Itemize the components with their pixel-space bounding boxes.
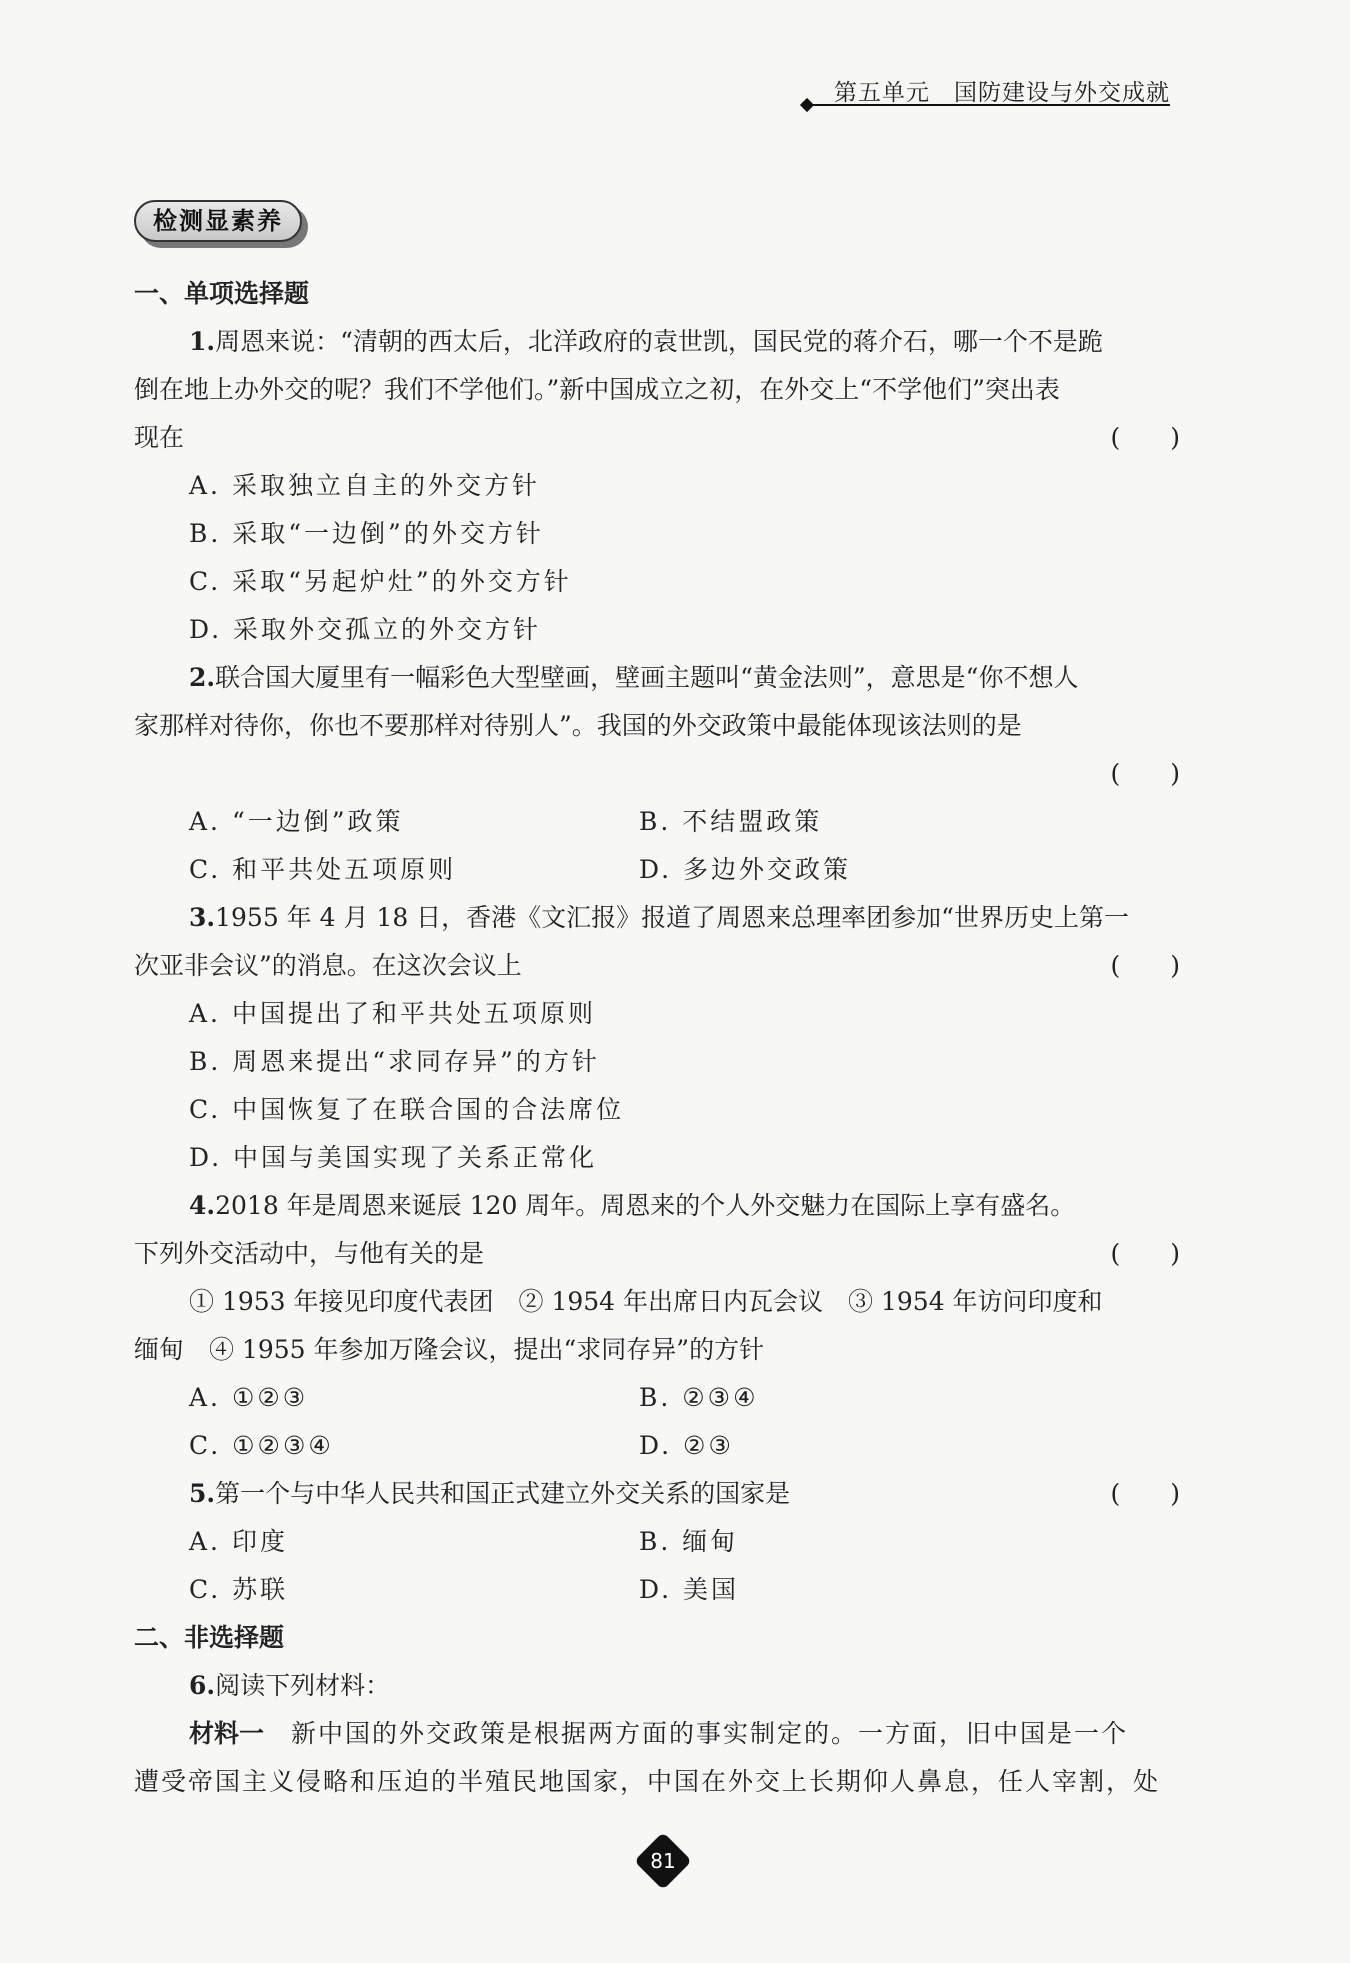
option-c[interactable]: C. ①②③④: [189, 1431, 334, 1460]
option-d[interactable]: D. 美国: [639, 1575, 740, 1604]
option-d[interactable]: D. 采取外交孤立的外交方针: [189, 615, 542, 644]
option-c[interactable]: C. 采取“另起炉灶”的外交方针: [189, 567, 572, 596]
question-number: 5.: [189, 1479, 216, 1508]
badge-label: 检测显素养: [134, 200, 302, 242]
option-b[interactable]: B. 周恩来提出“求同存异”的方针: [189, 1047, 600, 1076]
answer-parentheses[interactable]: ( ): [1110, 423, 1180, 452]
unit-title: 第五单元 国防建设与外交成就: [834, 80, 1170, 106]
section-badge: [134, 200, 314, 248]
page-number: [638, 1836, 688, 1886]
option-a[interactable]: A. “一边倒”政策: [189, 807, 404, 836]
question-text: 1955 年 4 月 18 日，香港《文汇报》报道了周恩来总理率团参加“世界历史上第一: [215, 903, 1129, 932]
question-text: 次亚非会议”的消息。在这次会议上: [134, 951, 522, 980]
option-d[interactable]: D. ②③: [639, 1431, 734, 1460]
page-number-text: 81: [650, 1849, 676, 1873]
question-number: 1.: [189, 327, 216, 356]
question-6: [134, 1662, 1180, 1806]
question-text: 下列外交活动中，与他有关的是: [134, 1239, 485, 1268]
material-text: 遭受帝国主义侵略和压迫的半殖民地国家，中国在外交上长期仰人鼻息，任人宰割，处: [134, 1767, 1161, 1796]
question-3: [134, 894, 1180, 1182]
running-header: [790, 74, 1180, 114]
question-4: [134, 1182, 1180, 1470]
question-text: 联合国大厦里有一幅彩色大型壁画，壁画主题叫“黄金法则”，意思是“你不想人: [215, 663, 1079, 692]
question-text: 第一个与中华人民共和国正式建立外交关系的国家是: [215, 1479, 791, 1508]
option-a[interactable]: A. 采取独立自主的外交方针: [189, 471, 540, 500]
question-number: 4.: [189, 1191, 216, 1220]
option-c[interactable]: C. 和平共处五项原则: [189, 855, 457, 884]
option-d[interactable]: D. 中国与美国实现了关系正常化: [189, 1143, 598, 1172]
section-heading-open: 二、非选择题: [134, 1623, 285, 1652]
question-text: 家那样对待你，你也不要那样对待别人”。我国的外交政策中最能体现该法则的是: [134, 711, 1022, 740]
question-text: 周恩来说：“清朝的西太后，北洋政府的袁世凯，国民党的蒋介石，哪一个不是跪: [215, 327, 1103, 356]
option-b[interactable]: B. 不结盟政策: [639, 807, 823, 836]
option-c[interactable]: C. 中国恢复了在联合国的合法席位: [189, 1095, 625, 1124]
answer-parentheses[interactable]: ( ): [1110, 1239, 1180, 1268]
question-1: [134, 318, 1180, 654]
option-a[interactable]: A. ①②③: [189, 1383, 309, 1412]
event-list: ① 1953 年接见印度代表团 ② 1954 年出席日内瓦会议 ③ 1954 年访问印度和: [189, 1287, 1103, 1316]
option-b[interactable]: B. 缅甸: [639, 1527, 739, 1556]
question-2: [134, 654, 1180, 894]
option-c[interactable]: C. 苏联: [189, 1575, 289, 1604]
option-b[interactable]: B. ②③④: [639, 1383, 759, 1412]
question-text: 2018 年是周恩来诞辰 120 周年。周恩来的个人外交魅力在国际上享有盛名。: [215, 1191, 1076, 1220]
option-d[interactable]: D. 多边外交政策: [639, 855, 852, 884]
option-b[interactable]: B. 采取“一边倒”的外交方针: [189, 519, 544, 548]
question-number: 3.: [189, 903, 216, 932]
event-list: 缅甸 ④ 1955 年参加万隆会议，提出“求同存异”的方针: [134, 1335, 765, 1364]
question-5: [134, 1470, 1180, 1614]
answer-parentheses[interactable]: ( ): [1110, 1479, 1180, 1508]
answer-parentheses[interactable]: ( ): [1110, 951, 1180, 980]
answer-parentheses[interactable]: ( ): [1110, 759, 1180, 788]
page-content: [134, 270, 1180, 1806]
section-heading-choice: 一、单项选择题: [134, 279, 310, 308]
question-text: 倒在地上办外交的呢？我们不学他们。”新中国成立之初，在外交上“不学他们”突出表: [134, 375, 1060, 404]
question-text: 阅读下列材料：: [215, 1671, 391, 1700]
option-a[interactable]: A. 中国提出了和平共处五项原则: [189, 999, 596, 1028]
question-number: 6.: [189, 1671, 216, 1700]
question-text: 现在: [134, 423, 185, 452]
question-number: 2.: [189, 663, 216, 692]
option-a[interactable]: A. 印度: [189, 1527, 288, 1556]
material-label: 材料一: [189, 1719, 265, 1748]
material-text: 新中国的外交政策是根据两方面的事实制定的。一方面，旧中国是一个: [264, 1719, 1129, 1748]
